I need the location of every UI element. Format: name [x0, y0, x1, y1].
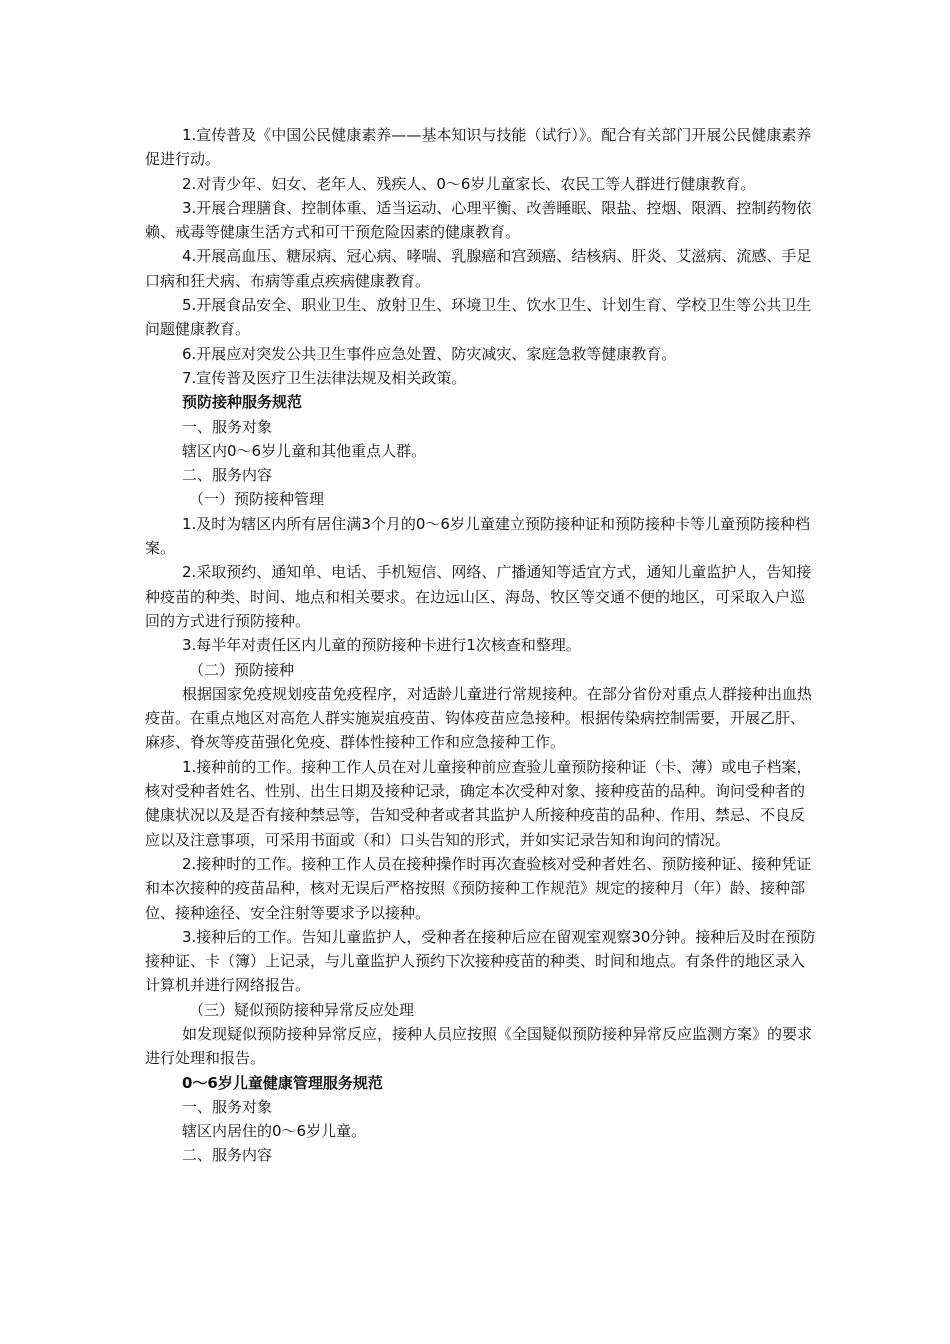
paragraph: 2.对青少年、妇女、老年人、残疾人、0～6岁儿童家长、农民工等人群进行健康教育。	[182, 174, 756, 193]
paragraph: 1.接种前的工作。接种工作人员在对儿童接种前应查验儿童预防接种证（卡、薄）或电子档案，核对受种者姓名、性别、出生日期及接种记录，确定本次受种对象、接种疫苗的品种。询问受种者的健康状况以及是否有接种禁忌等，告知受种者或者其监护人所接种疫苗的品种、作用、禁忌、不良反应以及注意事项，可采用书面或（和）口头告知的形式，并如实记录告知和询问的情况。	[145, 757, 812, 849]
paragraph: 3.每半年对责任区内儿童的预防接种卡进行1次核查和整理。	[182, 636, 581, 655]
section-heading: 0～6岁儿童健康管理服务规范	[182, 1073, 383, 1092]
subsection-heading: （二）预防接种	[189, 660, 295, 679]
subsection-heading: 一、服务对象	[182, 1097, 273, 1116]
paragraph: 1.及时为辖区内所有居住满3个月的0～6岁儿童建立预防接种证和预防接种卡等儿童预防接种档案。	[145, 514, 810, 558]
paragraph: 4.开展高血压、糖尿病、冠心病、哮喘、乳腺癌和宫颈癌、结核病、肝炎、艾滋病、流感、手足口病和狂犬病、布病等重点疾病健康教育。	[145, 247, 812, 290]
paragraph: 根据国家免疫规划疫苗免疫程序，对适龄儿童进行常规接种。在部分省份对重点人群接种出血热疫苗。在重点地区对高危人群实施炭疽疫苗、钩体疫苗应急接种。根据传染病控制需要，开展乙肝、麻疹、脊灰等疫苗强化免疫、群体性接种工作和应急接种工作。	[145, 684, 813, 752]
section-heading: 预防接种服务规范	[182, 393, 303, 412]
paragraph: 1.宣传普及《中国公民健康素养——基本知识与技能（试行）》。配合有关部门开展公民健康素养促进行动。	[145, 126, 812, 169]
paragraph: 2.采取预约、通知单、电话、手机短信、网络、广播通知等适宜方式，通知儿童监护人，告知接种疫苗的种类、时间、地点和相关要求。在边远山区、海岛、牧区等交通不便的地区，可采取入户巡回的方式进行预防接种。	[145, 563, 812, 630]
paragraph: 6.开展应对突发公共卫生事件应急处置、防灾减灾、家庭急救等健康教育。	[182, 344, 677, 363]
subsection-heading: （三）疑似预防接种异常反应处理	[189, 1000, 415, 1019]
subsection-heading: 二、服务内容	[182, 466, 273, 485]
paragraph: 5.开展食品安全、职业卫生、放射卫生、环境卫生、饮水卫生、计划生育、学校卫生等公共卫生问题健康教育。	[145, 296, 812, 339]
paragraph: 辖区内0～6岁儿童和其他重点人群。	[182, 441, 427, 460]
subsection-heading: 一、服务对象	[182, 417, 273, 436]
paragraph: 3.开展合理膳食、控制体重、适当运动、心理平衡、改善睡眠、限盐、控烟、限酒、控制药物依赖、戒毒等健康生活方式和可干预危险因素的健康教育。	[145, 198, 812, 242]
paragraph: 7.宣传普及医疗卫生法律法规及相关政策。	[182, 368, 467, 387]
paragraph: 如发现疑似预防接种异常反应，接种人员应按照《全国疑似预防接种异常反应监测方案》的要求进行处理和报告。	[145, 1024, 813, 1068]
paragraph: 辖区内居住的0～6岁儿童。	[182, 1122, 367, 1141]
document-body	[145, 123, 817, 1168]
subsection-heading: （一）预防接种管理	[189, 490, 325, 509]
paragraph: 2.接种时的工作。接种工作人员在接种操作时再次查验核对受种者姓名、预防接种证、接种凭证和本次接种的疫苗品种，核对无误后严格按照《预防接种工作规范》规定的接种月（年）龄、接种部位、接种途径、安全注射等要求予以接种。	[145, 854, 812, 922]
subsection-heading: 二、服务内容	[182, 1146, 273, 1165]
paragraph: 3.接种后的工作。告知儿童监护人，受种者在接种后应在留观室观察30分钟。接种后及时在预防接种证、卡（簿）上记录，与儿童监护人预约下次接种疫苗的种类、时间和地点。有条件的地区录入计算机并进行网络报告。	[145, 927, 816, 995]
